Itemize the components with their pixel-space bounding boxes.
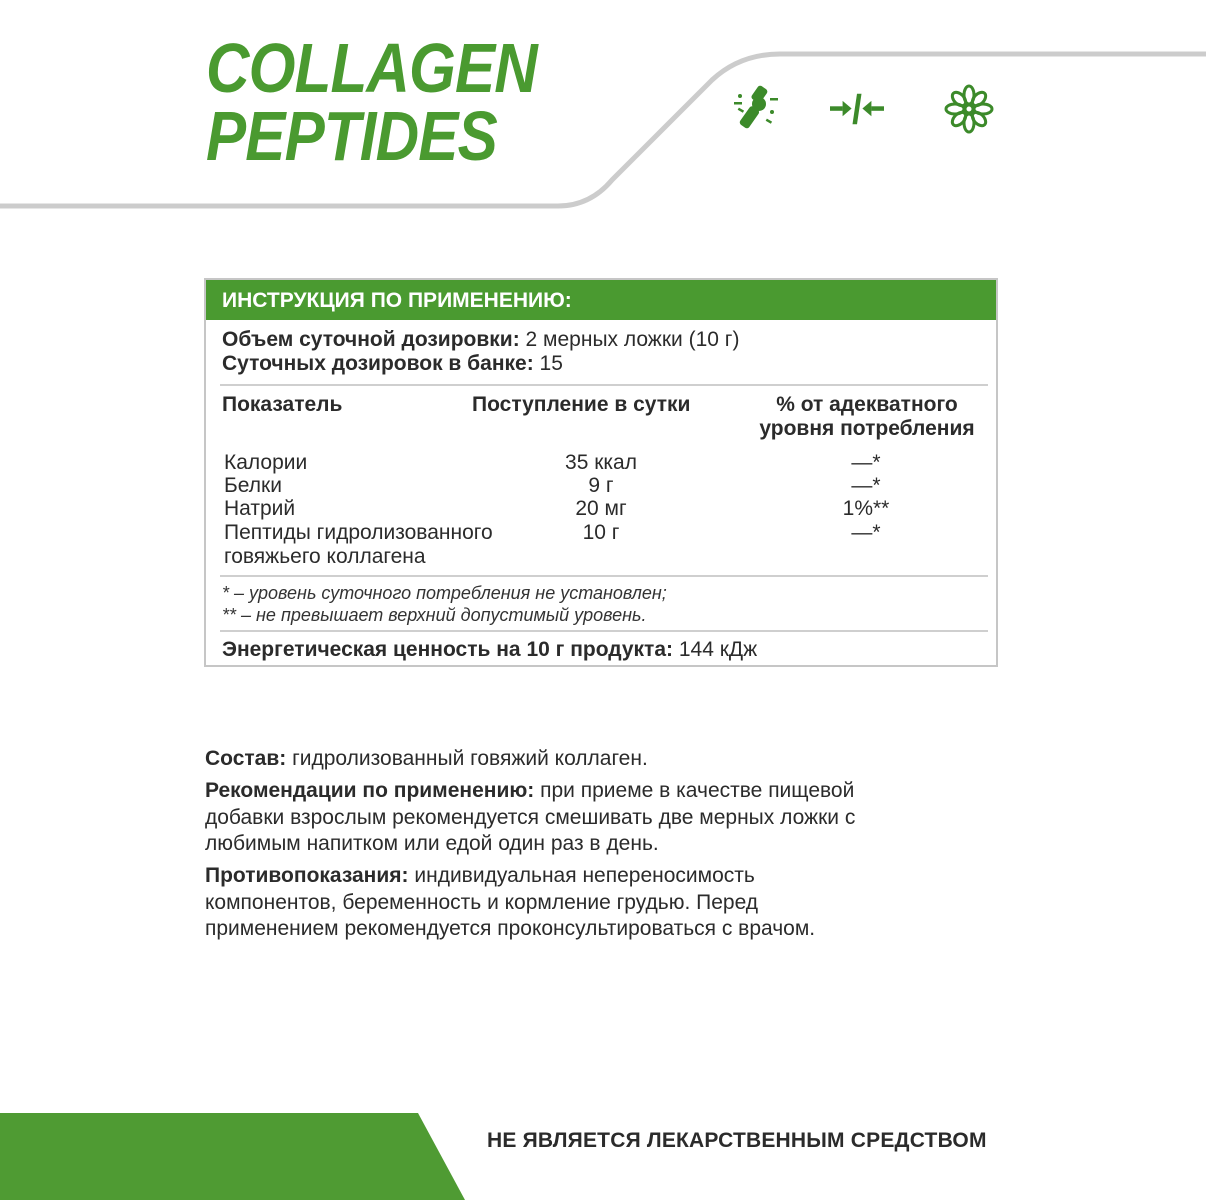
footer-disclaimer: НЕ ЯВЛЯЕТСЯ ЛЕКАРСТВЕННЫМ СРЕДСТВОМ xyxy=(487,1129,987,1152)
compress-icon xyxy=(830,82,884,136)
contraindications xyxy=(205,863,1005,943)
dose-label: Объем суточной дозировки: xyxy=(222,328,520,351)
composition-text: гидролизованный говяжий коллаген. xyxy=(286,747,648,770)
joint-icon xyxy=(730,82,784,136)
column-header-name: Показатель xyxy=(222,393,343,416)
footer-green-band xyxy=(0,1113,465,1200)
table-cell-percent: —* xyxy=(851,521,881,544)
table-cell-daily: 35 ккал xyxy=(565,451,637,474)
table-cell-daily: 10 г xyxy=(582,521,620,544)
table-row: Пептиды гидролизованного xyxy=(224,521,493,544)
contraindications-line-3: применением рекомендуется проконсультироваться с врачом. xyxy=(205,917,816,940)
table-cell-percent: —* xyxy=(851,474,881,497)
table-row: Калории xyxy=(224,451,308,474)
divider xyxy=(220,575,988,577)
recommendations xyxy=(205,778,1005,858)
composition-label: Состав: xyxy=(205,747,287,770)
panel-heading: ИНСТРУКЦИЯ ПО ПРИМЕНЕНИЮ: xyxy=(206,280,996,320)
recommendations-label: Рекомендации по применению: xyxy=(205,779,535,802)
divider xyxy=(220,630,988,632)
contraindications-line-1: индивидуальная непереносимость xyxy=(408,864,755,887)
dose-row xyxy=(222,328,739,352)
servings-row xyxy=(222,352,563,376)
energy-value: 144 кДж xyxy=(673,638,758,661)
recommendations-line-3: любимым напитком или едой один раз в день. xyxy=(205,832,659,855)
energy-row xyxy=(222,638,757,662)
table-cell-percent: —* xyxy=(851,451,881,474)
percent-header-line-2: уровня потребления xyxy=(759,417,975,440)
flower-icon xyxy=(942,82,996,136)
table-row: Белки xyxy=(224,474,282,497)
table-row: Натрий xyxy=(224,497,296,520)
table-cell-daily: 9 г xyxy=(588,474,614,497)
contraindications-label: Противопоказания: xyxy=(205,864,409,887)
contraindications-line-2: компонентов, беременность и кормление грудью. Перед xyxy=(205,890,759,914)
divider xyxy=(220,384,988,386)
column-header-daily: Поступление в сутки xyxy=(472,393,691,416)
table-row-continuation: говяжьего коллагена xyxy=(224,545,426,568)
column-header-percent xyxy=(742,393,992,441)
table-cell-percent: 1%** xyxy=(842,497,890,520)
title-line-1: COLLAGEN xyxy=(206,29,537,107)
dose-value: 2 мерных ложки (10 г) xyxy=(519,328,740,351)
header-divider-line xyxy=(0,54,1206,206)
title-line-2: PEPTIDES xyxy=(206,97,497,175)
footnote-1: * – уровень суточного потребления не установлен; xyxy=(222,583,667,603)
table-cell-daily: 20 мг xyxy=(575,497,627,520)
energy-label: Энергетическая ценность на 10 г продукта: xyxy=(222,638,674,661)
percent-header-line-1: % от адекватного xyxy=(776,393,958,416)
recommendations-line-2: добавки взрослым рекомендуется смешивать две мерных ложки с xyxy=(205,805,856,829)
composition xyxy=(205,746,1005,773)
servings-value: 15 xyxy=(533,352,563,375)
footnote-2: ** – не превышает верхний допустимый уровень. xyxy=(222,605,647,625)
feature-icons xyxy=(730,82,1020,138)
recommendations-line-1: при приеме в качестве пищевой xyxy=(534,779,855,802)
instruction-panel xyxy=(204,278,998,667)
servings-label: Суточных дозировок в банке: xyxy=(222,352,534,375)
product-title xyxy=(206,29,537,175)
